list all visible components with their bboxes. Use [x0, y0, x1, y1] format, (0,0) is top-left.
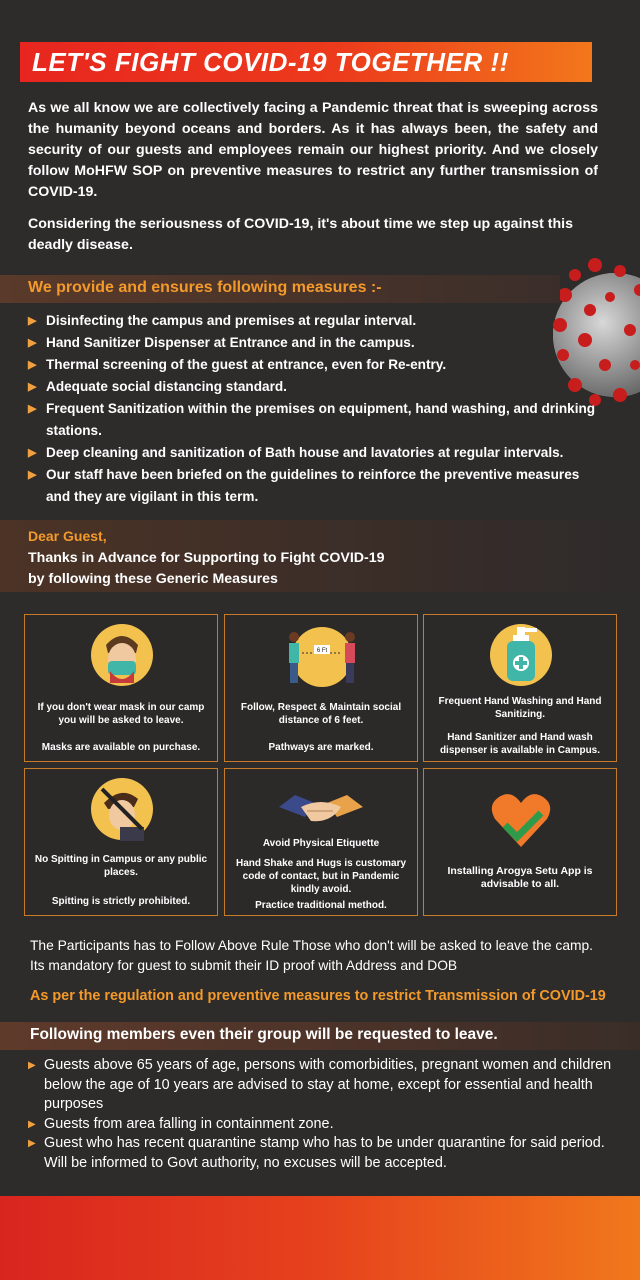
card-text: Frequent Hand Washing and Hand Sanitizing.: [438, 696, 602, 720]
list-item: ▶ Guest who has recent quarantine stamp who has to be under quarantine for said period. Will be informed to Govt authority, no excuses will be accepted.: [28, 1135, 605, 1171]
title-banner: [20, 42, 592, 82]
triangle-bullet-icon: ▶: [28, 359, 37, 371]
footer-band: [0, 1196, 640, 1280]
card-text: No Spitting in Campus or any public places.: [34, 854, 208, 878]
triangle-bullet-icon: ▶: [28, 1060, 36, 1071]
intro-paragraph: As we all know we are collectively facing a Pandemic threat that is sweeping across the humanity beyond oceans and borders. As it has always been, the safety and security of our guests and employees remain our highest priority. And we closely follow MoHFW SOP on preventive measures to restrict any further transmission of COVID-19.: [28, 100, 598, 200]
card-subtext: Practice traditional method.: [255, 900, 387, 911]
card-subtext: Masks are available on purchase.: [41, 742, 201, 753]
triangle-bullet-icon: ▶: [28, 381, 37, 393]
triangle-bullet-icon: ▶: [28, 403, 37, 415]
list-item: ▶ Thermal screening of the guest at entrance, even for Re-entry.: [26, 354, 606, 376]
guest-salutation: Dear Guest,: [28, 528, 107, 544]
leave-list: [28, 1056, 618, 1173]
top-margin: [0, 0, 640, 40]
triangle-bullet-icon: ▶: [28, 447, 37, 459]
card-handwash: [423, 614, 617, 762]
guest-thanks: Thanks in Advance for Supporting to Fight COVID-19 by following these Generic Measures: [28, 550, 385, 587]
list-item: ▶ Frequent Sanitization within the premises on equipment, hand washing, and drinking stations.: [26, 398, 606, 442]
measures-heading: We provide and ensures following measures :-: [28, 279, 382, 296]
card-text: Hand Shake and Hugs is customary code of contact, but in Pandemic kindly avoid.: [235, 858, 407, 895]
list-item: ▶ Hand Sanitizer Dispenser at Entrance and in the campus.: [26, 332, 606, 354]
list-item: ▶ Guests above 65 years of age, persons with comorbidities, pregnant women and children below the age of 10 years are advised to stay at home, except for essential and health purposes: [28, 1057, 612, 1112]
card-heading: Avoid Physical Etiquette: [262, 838, 380, 849]
card-distance: [224, 614, 418, 762]
triangle-bullet-icon: ▶: [28, 1118, 36, 1130]
list-item: ▶ Guests from area falling in containment zone.: [28, 1115, 618, 1135]
triangle-bullet-icon: ▶: [28, 1138, 36, 1149]
card-text: Follow, Respect & Maintain social distance of 6 feet.: [240, 702, 402, 726]
measures-heading-band: [0, 275, 560, 303]
card-mask: [24, 614, 218, 762]
card-subtext: Pathways are marked.: [268, 742, 374, 753]
list-item: ▶ Our staff have been briefed on the guidelines to reinforce the preventive measures and they are vigilant in this term.: [26, 464, 606, 508]
sanitizer-bottle-icon: [489, 623, 553, 687]
list-item: ▶ Disinfecting the campus and premises at regular interval.: [26, 310, 606, 332]
list-item: ▶ Adequate social distancing standard.: [26, 376, 606, 398]
guest-band: [0, 520, 640, 592]
triangle-bullet-icon: ▶: [28, 469, 37, 481]
card-subtext: Hand Sanitizer and Hand wash dispenser is available in Campus.: [439, 732, 601, 756]
card-handshake: [224, 768, 418, 916]
members-heading-band: [0, 1022, 640, 1050]
rules-note: The Participants has to Follow Above Rule Those who don't will be asked to leave the camp. Its mandatory for guest to submit their ID proof with Address and DOB: [30, 938, 593, 973]
social-distance-icon: [280, 623, 364, 687]
arogya-heart-icon: [489, 787, 553, 851]
distance-label: 6 Ft: [316, 648, 328, 654]
no-spitting-icon: [90, 777, 154, 841]
members-heading: Following members even their group will be requested to leave.: [30, 1026, 498, 1043]
triangle-bullet-icon: ▶: [28, 337, 37, 349]
handshake-icon: [275, 777, 367, 841]
measures-list: [26, 310, 606, 508]
mask-face-icon: [90, 623, 154, 687]
card-arogya: [423, 768, 617, 916]
card-subtext: Spitting is strictly prohibited.: [51, 896, 191, 907]
card-text: If you don't wear mask in our camp you will be asked to leave.: [37, 702, 205, 726]
triangle-bullet-icon: ▶: [28, 315, 37, 327]
intro-paragraph-2: Considering the seriousness of COVID-19, it's about time we step up against this deadly disease.: [28, 216, 573, 253]
page-title: LET'S FIGHT COVID-19 TOGETHER !!: [32, 47, 509, 77]
list-item: ▶ Deep cleaning and sanitization of Bath house and lavatories at regular intervals.: [26, 442, 606, 464]
card-text: Installing Arogya Setu App is advisable to all.: [447, 865, 593, 890]
card-no-spitting: [24, 768, 218, 916]
regulation-heading: As per the regulation and preventive measures to restrict Transmission of COVID-19: [30, 988, 606, 1004]
